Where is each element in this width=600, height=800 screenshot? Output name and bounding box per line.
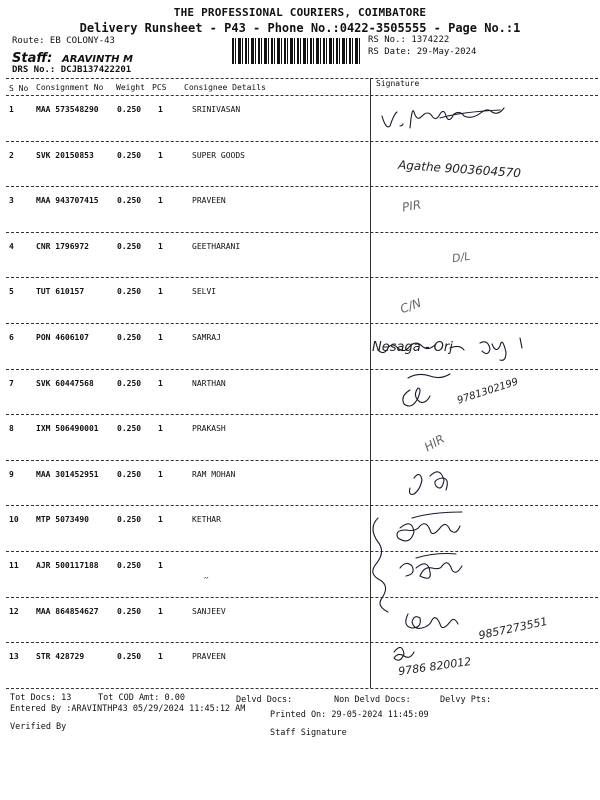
row-consignment-no: AJR 500117188 (36, 561, 99, 570)
row-weight: 0.250 (117, 333, 142, 342)
tick-mark: ′′ (204, 576, 209, 587)
row-consignment-no: MAA 301452951 (36, 469, 99, 479)
row-consignment-no: SVK 20150853 (36, 150, 94, 160)
row-consignee: SELVI (192, 287, 217, 297)
row-sno: 11 (9, 561, 19, 570)
row-consignee: KETHAR (192, 515, 221, 525)
row-consignment-no: STR 428729 (36, 652, 85, 662)
row-sno: 7 (9, 378, 14, 388)
row-pcs: 1 (158, 241, 163, 251)
row-consignment-no: MAA 864854627 (36, 606, 99, 616)
staff-line (12, 47, 133, 66)
row-sno: 3 (9, 196, 14, 206)
row-weight: 0.250 (117, 515, 142, 525)
row-weight: 0.250 (117, 378, 142, 388)
handwritten-phone-row2: Agathe 9003604570 (397, 157, 522, 181)
row-pcs: 1 (158, 150, 163, 160)
printed-on: Printed On: 29-05-2024 11:45:09 (270, 710, 429, 720)
row-pcs: 1 (158, 378, 163, 388)
row-consignment-no: SVK 60447568 (36, 378, 94, 388)
total-docs: Tot Docs: 13 (10, 693, 72, 703)
staff-label: Staff: (12, 51, 53, 66)
row-consignee: GEETHARANI (192, 241, 241, 251)
row-sno: 2 (9, 150, 14, 160)
row-sno: 9 (9, 469, 14, 479)
verified-by: Verified By (10, 722, 67, 732)
row-pcs: 1 (158, 333, 163, 342)
row-pcs: 1 (158, 561, 163, 570)
row-consignee: SANJEEV (192, 606, 226, 616)
row-sno: 6 (9, 333, 14, 342)
row-sno: 4 (9, 241, 14, 251)
row-consignment-no: MAA 573548290 (36, 105, 99, 114)
row-weight: 0.250 (117, 241, 142, 251)
delivered-docs: Delvd Docs: (236, 695, 293, 705)
row-sno: 1 (9, 105, 14, 114)
total-cod-amount: Tot COD Amt: 0.00 (98, 693, 185, 703)
col-header-signature: Signature (376, 79, 420, 88)
col-header-pcs: PCS (152, 83, 167, 92)
row-pcs: 1 (158, 287, 163, 297)
row-consignment-no: MTP 5073490 (36, 515, 89, 525)
col-header-consignment: Consignment No (36, 83, 104, 92)
row-pcs: 1 (158, 515, 163, 525)
col-header-sno: S No (9, 84, 29, 93)
row-consignee: SAMRAJ (192, 333, 221, 342)
row-consignment-no: TUT 610157 (36, 287, 85, 297)
row-weight: 0.250 (117, 561, 142, 570)
row-sno: 10 (9, 515, 19, 525)
row-pcs: 1 (158, 606, 163, 616)
row-consignment-no: PON 4606107 (36, 333, 89, 342)
row-weight: 0.250 (117, 150, 142, 160)
handwritten-name-row6: Nesaga - Orj (372, 340, 453, 355)
row-consignment-no: MAA 943707415 (36, 196, 99, 206)
row-consignment-no: CNR 1796972 (36, 241, 89, 251)
table-header-rule (6, 95, 598, 96)
entered-by: Entered By :ARAVINTHP43 05/29/2024 11:45:12 AM (10, 704, 246, 714)
row-weight: 0.250 (117, 424, 142, 434)
row-pcs: 1 (158, 424, 163, 434)
row-pcs: 1 (158, 652, 163, 662)
row-consignee: PRAKASH (192, 424, 226, 434)
rs-number: RS No.: 1374222 (368, 35, 450, 45)
row-pcs: 1 (158, 469, 163, 479)
col-header-weight: Weight (116, 83, 145, 92)
row-weight: 0.250 (117, 652, 142, 662)
handwritten-hir-note: HIR (421, 431, 448, 455)
staff-signature-label: Staff Signature (270, 728, 347, 738)
staff-name: ARAVINTH M (62, 54, 133, 65)
handwritten-phone-row13: 9786 820012 (397, 654, 473, 679)
row-consignee: NARTHAN (192, 378, 226, 388)
row-sno: 5 (9, 287, 14, 297)
row-pcs: 1 (158, 196, 163, 206)
row-weight: 0.250 (117, 469, 142, 479)
handwritten-dl-note: D/L (451, 249, 472, 266)
row-consignee: PRAVEEN (192, 196, 226, 206)
delivery-points: Delvy Pts: (440, 695, 492, 705)
row-consignee: SUPER GOODS (192, 150, 245, 160)
col-header-consignee: Consignee Details (184, 83, 266, 92)
row-consignee: PRAVEEN (192, 652, 226, 662)
barcode (232, 38, 360, 64)
rs-date: RS Date: 29-May-2024 (368, 47, 477, 57)
table-top-rule (6, 78, 598, 79)
row-weight: 0.250 (117, 196, 142, 206)
handwritten-phone-row7: 9781302199 (455, 376, 520, 407)
row-consignment-no: IXM 506490001 (36, 424, 99, 434)
handwritten-cn-note: C/N (398, 295, 424, 317)
handwritten-phone-row12: 9857273551 (477, 614, 549, 643)
row-pcs: 1 (158, 105, 163, 114)
row-consignee: SRINIVASAN (192, 105, 241, 114)
row-consignee: RAM MOHAN (192, 469, 236, 479)
row-weight: 0.250 (117, 287, 142, 297)
company-title: THE PROFESSIONAL COURIERS, COIMBATORE (173, 6, 427, 19)
row-weight: 0.250 (117, 606, 142, 616)
handwritten-pir-note: PIR (400, 197, 423, 215)
footer-rule (6, 688, 598, 689)
drs-number: DRS No.: DCJB137422201 (12, 65, 132, 75)
route-label: Route: EB COLONY-43 (12, 36, 115, 46)
row-weight: 0.250 (117, 105, 142, 114)
non-delivered-docs: Non Delvd Docs: (334, 695, 411, 705)
runsheet-subtitle: Delivery Runsheet - P43 - Phone No.:0422-3505555 - Page No.:1 (79, 21, 521, 35)
row-sno: 13 (9, 652, 19, 662)
row-sno: 8 (9, 424, 14, 434)
row-sno: 12 (9, 606, 19, 616)
